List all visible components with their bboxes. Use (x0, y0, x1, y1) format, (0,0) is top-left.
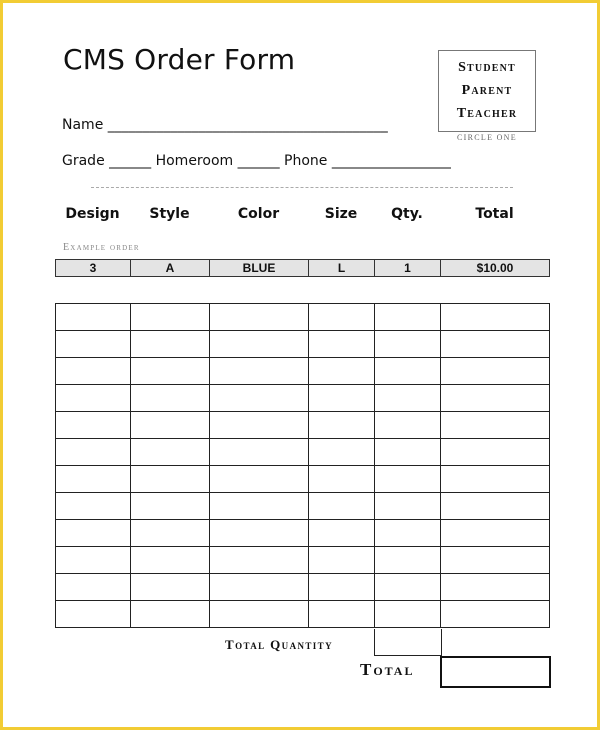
role-teacher[interactable]: Teacher (456, 106, 518, 121)
entry-cell-total[interactable] (441, 439, 550, 466)
name-field[interactable]: Name ________________________________________ (62, 117, 388, 133)
example-size: L (309, 260, 375, 277)
entry-cell-total[interactable] (441, 574, 550, 601)
entry-cell-size[interactable] (309, 520, 375, 547)
example-qty: 1 (375, 260, 441, 277)
entry-cell-color[interactable] (210, 574, 309, 601)
order-entry-row (56, 493, 550, 520)
header-size: Size (324, 206, 358, 222)
entry-cell-size[interactable] (309, 547, 375, 574)
role-parent[interactable]: Parent (461, 83, 513, 98)
entry-cell-color[interactable] (210, 358, 309, 385)
entry-cell-total[interactable] (441, 466, 550, 493)
entry-cell-color[interactable] (210, 304, 309, 331)
entry-cell-design[interactable] (56, 331, 131, 358)
entry-cell-color[interactable] (210, 412, 309, 439)
entry-cell-total[interactable] (441, 493, 550, 520)
entry-cell-size[interactable] (309, 358, 375, 385)
header-total: Total (475, 206, 514, 222)
entry-cell-size[interactable] (309, 601, 375, 628)
order-form-page (3, 3, 597, 727)
entry-cell-style[interactable] (131, 412, 210, 439)
example-design: 3 (56, 260, 131, 277)
order-entry-row (56, 358, 550, 385)
entry-cell-design[interactable] (56, 439, 131, 466)
entry-cell-color[interactable] (210, 385, 309, 412)
order-entry-row (56, 601, 550, 628)
entry-cell-size[interactable] (309, 304, 375, 331)
entry-cell-qty[interactable] (375, 439, 441, 466)
entry-cell-design[interactable] (56, 304, 131, 331)
entry-cell-qty[interactable] (375, 331, 441, 358)
order-entry-row (56, 331, 550, 358)
entry-cell-qty[interactable] (375, 520, 441, 547)
order-entry-table (55, 303, 550, 628)
role-selection-box (438, 50, 536, 132)
dashed-divider (91, 187, 513, 188)
entry-cell-style[interactable] (131, 304, 210, 331)
total-quantity-label: Total Quantity (225, 637, 333, 652)
form-title: CMS Order Form (63, 43, 296, 76)
entry-cell-size[interactable] (309, 412, 375, 439)
entry-cell-design[interactable] (56, 466, 131, 493)
header-style: Style (149, 206, 190, 222)
total-amount-field[interactable] (440, 656, 551, 688)
entry-cell-size[interactable] (309, 574, 375, 601)
entry-cell-color[interactable] (210, 493, 309, 520)
entry-cell-style[interactable] (131, 358, 210, 385)
entry-cell-qty[interactable] (375, 547, 441, 574)
entry-cell-color[interactable] (210, 520, 309, 547)
entry-cell-size[interactable] (309, 466, 375, 493)
entry-cell-design[interactable] (56, 520, 131, 547)
order-entry-row (56, 547, 550, 574)
order-entry-row (56, 439, 550, 466)
entry-cell-color[interactable] (210, 547, 309, 574)
contact-fields[interactable]: Grade ______ Homeroom ______ Phone _________________ (62, 153, 451, 169)
entry-cell-total[interactable] (441, 412, 550, 439)
entry-cell-style[interactable] (131, 601, 210, 628)
entry-cell-style[interactable] (131, 547, 210, 574)
entry-cell-color[interactable] (210, 439, 309, 466)
entry-cell-qty[interactable] (375, 358, 441, 385)
role-student[interactable]: Student (458, 60, 516, 75)
circle-one-note: CIRCLE ONE (457, 133, 517, 142)
entry-cell-total[interactable] (441, 547, 550, 574)
entry-cell-style[interactable] (131, 520, 210, 547)
entry-cell-color[interactable] (210, 601, 309, 628)
entry-cell-qty[interactable] (375, 412, 441, 439)
entry-cell-size[interactable] (309, 331, 375, 358)
header-design: Design (65, 206, 120, 222)
order-entry-row (56, 385, 550, 412)
entry-cell-design[interactable] (56, 385, 131, 412)
entry-cell-qty[interactable] (375, 304, 441, 331)
entry-cell-design[interactable] (56, 574, 131, 601)
example-color: BLUE (210, 260, 309, 277)
entry-cell-size[interactable] (309, 385, 375, 412)
entry-cell-total[interactable] (441, 331, 550, 358)
entry-cell-size[interactable] (309, 439, 375, 466)
order-entry-row (56, 412, 550, 439)
entry-cell-qty[interactable] (375, 601, 441, 628)
order-entry-row (56, 574, 550, 601)
entry-cell-design[interactable] (56, 547, 131, 574)
entry-cell-qty[interactable] (375, 385, 441, 412)
example-style: A (131, 260, 210, 277)
entry-cell-design[interactable] (56, 493, 131, 520)
entry-cell-design[interactable] (56, 412, 131, 439)
entry-cell-total[interactable] (441, 385, 550, 412)
entry-cell-style[interactable] (131, 331, 210, 358)
example-order-row (55, 259, 550, 277)
order-entry-row (56, 466, 550, 493)
total-label: Total (360, 660, 415, 679)
entry-cell-total[interactable] (441, 601, 550, 628)
entry-cell-design[interactable] (56, 358, 131, 385)
entry-cell-style[interactable] (131, 439, 210, 466)
total-quantity-field[interactable] (374, 629, 442, 656)
entry-cell-total[interactable] (441, 304, 550, 331)
entry-cell-color[interactable] (210, 331, 309, 358)
order-entry-row (56, 520, 550, 547)
entry-cell-total[interactable] (441, 520, 550, 547)
entry-cell-style[interactable] (131, 574, 210, 601)
entry-cell-color[interactable] (210, 466, 309, 493)
entry-cell-style[interactable] (131, 466, 210, 493)
entry-cell-style[interactable] (131, 493, 210, 520)
entry-cell-design[interactable] (56, 601, 131, 628)
header-color: Color (237, 206, 280, 222)
column-headers (55, 203, 549, 225)
entry-cell-qty[interactable] (375, 574, 441, 601)
entry-cell-total[interactable] (441, 358, 550, 385)
order-entry-row (56, 304, 550, 331)
example-order-label: Example order (63, 242, 140, 253)
entry-cell-size[interactable] (309, 493, 375, 520)
entry-cell-qty[interactable] (375, 493, 441, 520)
entry-cell-qty[interactable] (375, 466, 441, 493)
example-total: $10.00 (441, 260, 550, 277)
header-qty: Qty. (391, 206, 423, 222)
entry-cell-style[interactable] (131, 385, 210, 412)
